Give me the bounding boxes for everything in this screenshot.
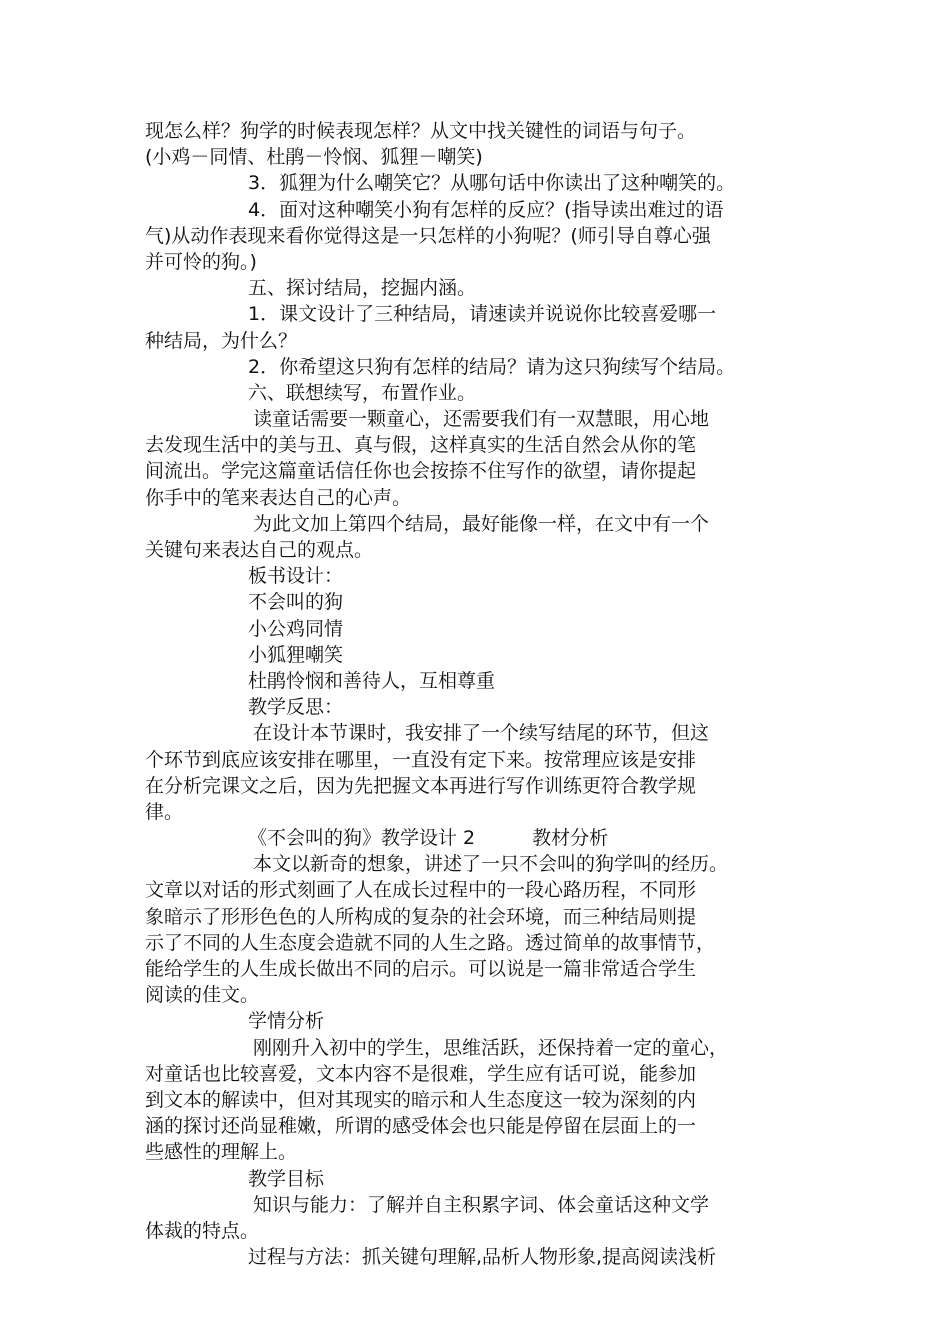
text-line: 并可怜的狗。) xyxy=(145,250,257,273)
text-line: 象暗示了形形色色的人所构成的复杂的社会环境，而三种结局则提 xyxy=(145,905,697,928)
text-line: 3．狐狸为什么嘲笑它？从哪句话中你读出了这种嘲笑的。 xyxy=(248,172,736,195)
text-line: 学情分析 xyxy=(248,1010,325,1033)
text-line: 关键句来表达自己的观点。 xyxy=(145,539,374,561)
text-line: 不会叫的狗 xyxy=(248,591,344,614)
text-line: 板书设计： xyxy=(248,565,344,588)
text-line: 刚刚升入初中的学生，思维活跃，还保持着一定的童心， xyxy=(253,1036,729,1059)
text-line: 些感性的理解上。 xyxy=(145,1141,298,1164)
text-line: 在分析完课文之后，因为先把握文本再进行写作训练更符合教学规 xyxy=(145,774,697,797)
text-line: 文章以对话的形式刻画了人在成长过程中的一段心路历程，不同形 xyxy=(145,879,697,902)
text-line: 六、联想续写，布置作业。 xyxy=(248,381,477,404)
text-line: 知识与能力：了解并自主积累字词、体会童话这种文学 xyxy=(253,1193,710,1216)
text-line: 读童话需要一颗童心，还需要我们有一双慧眼，用心地 xyxy=(253,408,710,431)
text-line: 能给学生的人生成长做出不同的启示。可以说是一篇非常适合学生 xyxy=(145,958,697,980)
text-line: 小狐狸嘲笑 xyxy=(248,643,344,666)
text-line: 你手中的笔来表达自己的心声。 xyxy=(145,486,412,509)
text-line: 2．你希望这只狗有怎样的结局？请为这只狗续写个结局。 xyxy=(248,355,736,378)
text-line: 阅读的佳文。 xyxy=(145,984,260,1007)
text-line: 体裁的特点。 xyxy=(145,1219,260,1242)
text-line: 4．面对这种嘲笑小狗有怎样的反应？(指导读出难过的语 xyxy=(248,198,724,221)
text-line: 教学反思： xyxy=(248,696,344,719)
text-line: 小公鸡同情 xyxy=(248,617,344,640)
text-line: 现怎么样？狗学的时候表现怎样？从文中找关键性的词语与句子。 xyxy=(145,120,697,142)
text-line: 间流出。学完这篇童话信任你也会按捺不住写作的欲望，请你提起 xyxy=(145,460,697,483)
text-line: 过程与方法：抓关键句理解,品析人物形象,提高阅读浅析 xyxy=(248,1246,717,1269)
text-line: 到文本的解读中，但对其现实的暗示和人生态度这一较为深刻的内 xyxy=(145,1088,697,1111)
text-line: 个环节到底应该安排在哪里，一直没有定下来。按常理应该是安排 xyxy=(145,748,697,771)
text-line: 五、探讨结局，挖掘内涵。 xyxy=(248,277,477,300)
text-line: 去发现生活中的美与丑、真与假，这样真实的生活自然会从你的笔 xyxy=(145,434,697,457)
text-line: 种结局，为什么？ xyxy=(145,329,298,352)
text-line: 《不会叫的狗》教学设计 2 教材分析 xyxy=(248,827,609,850)
text-line: 杜鹃怜悯和善待人，互相尊重 xyxy=(248,669,496,692)
text-line: 气)从动作表现来看你觉得这是一只怎样的小狗呢？(师引导自尊心强 xyxy=(145,224,711,247)
text-line: 为此文加上第四个结局，最好能像一样，在文中有一个 xyxy=(253,512,710,535)
text-line: 对童话也比较喜爱，文本内容不是很难，学生应有话可说，能参加 xyxy=(145,1062,697,1085)
text-line: 在设计本节课时，我安排了一个续写结尾的环节，但这 xyxy=(253,722,710,745)
text-line: 律。 xyxy=(145,800,184,823)
document-body xyxy=(145,118,815,1270)
text-line: (小鸡－同情、杜鹃－怜悯、狐狸－嘲笑) xyxy=(145,146,483,169)
text-line: 1．课文设计了三种结局，请速读并说说你比较喜爱哪一 xyxy=(248,303,717,326)
text-line: 教学目标 xyxy=(248,1167,325,1190)
text-line: 本文以新奇的想象，讲述了一只不会叫的狗学叫的经历。 xyxy=(253,853,729,876)
text-line: 示了不同的人生态度会造就不同的人生之路。透过简单的故事情节， xyxy=(145,931,716,954)
text-line: 涵的探讨还尚显稚嫩，所谓的感受体会也只能是停留在层面上的一 xyxy=(145,1115,697,1138)
